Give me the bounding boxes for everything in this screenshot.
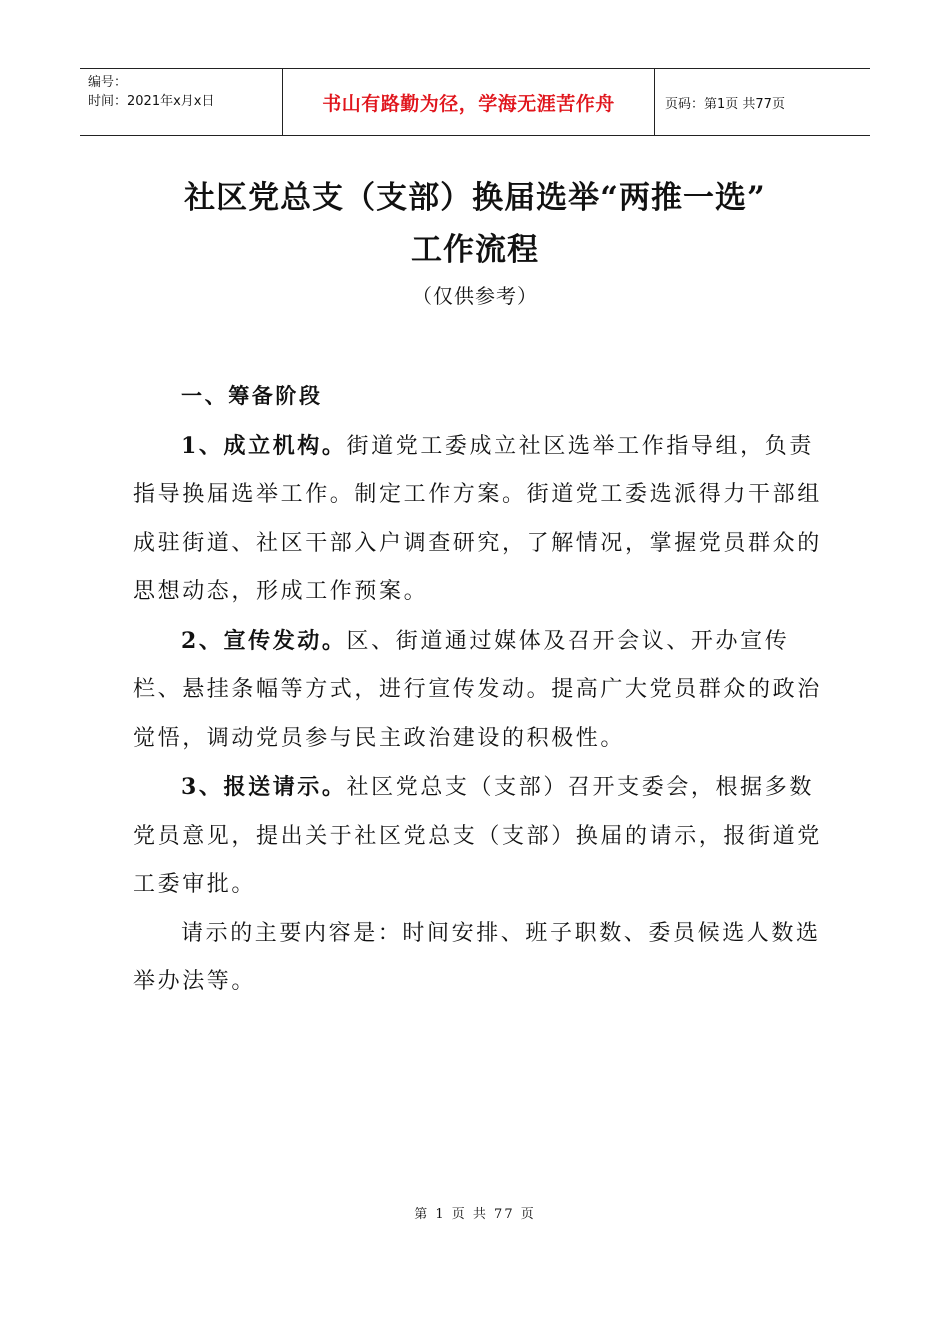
document-subtitle: （仅供参考） — [412, 284, 538, 308]
item-1-text: 街道党工委成立社区选举工作指导组，负责指导换届选举工作。制定工作方案。街道党工委选派得力干部组成驻街道、社区干部入户调查研究，了解情况，掌握党员群众的思想动态，形成工作预案。 — [133, 433, 822, 604]
section1-heading: 一、筹备阶段 — [181, 384, 323, 408]
document-header — [80, 68, 870, 136]
item-2-heading: 2、宣传发动。 — [181, 627, 347, 654]
item-3-text: 社区党总支（支部）召开支委会，根据多数党员意见，提出关于社区党总支（支部）换届的请示，报街道党工委审批。 — [133, 775, 822, 897]
paragraph-item-3 — [133, 763, 833, 910]
paragraph-closing: 请示的主要内容是：时间安排、班子职数、委员候选人数选举办法等。 — [133, 920, 821, 994]
document-number-label: 编号： — [88, 75, 128, 90]
paragraph-item-2 — [133, 617, 833, 764]
item-1-heading: 1、成立机构。 — [181, 432, 347, 459]
document-time-label: 时间：2021年x月x日 — [88, 94, 215, 109]
page-footer: 第 1 页 共 77 页 — [414, 1207, 536, 1222]
header-motto: 书山有路勤为径，学海无涯苦作舟 — [283, 69, 655, 135]
header-page-info: 页码：第1页 共77页 — [665, 96, 785, 112]
header-meta — [80, 69, 283, 135]
document-title-line2: 工作流程 — [411, 232, 539, 268]
paragraph-item-1 — [133, 422, 833, 617]
document-title-line1: 社区党总支（支部）换届选举“两推一选” — [184, 180, 766, 216]
item-2-text: 区、街道通过媒体及召开会议、开办宣传栏、悬挂条幅等方式，进行宣传发动。提高广大党员群众的政治觉悟，调动党员参与民主政治建设的积极性。 — [133, 628, 822, 751]
document-body — [133, 372, 833, 1007]
item-3-heading: 3、报送请示。 — [181, 774, 347, 800]
section-heading — [133, 372, 833, 422]
